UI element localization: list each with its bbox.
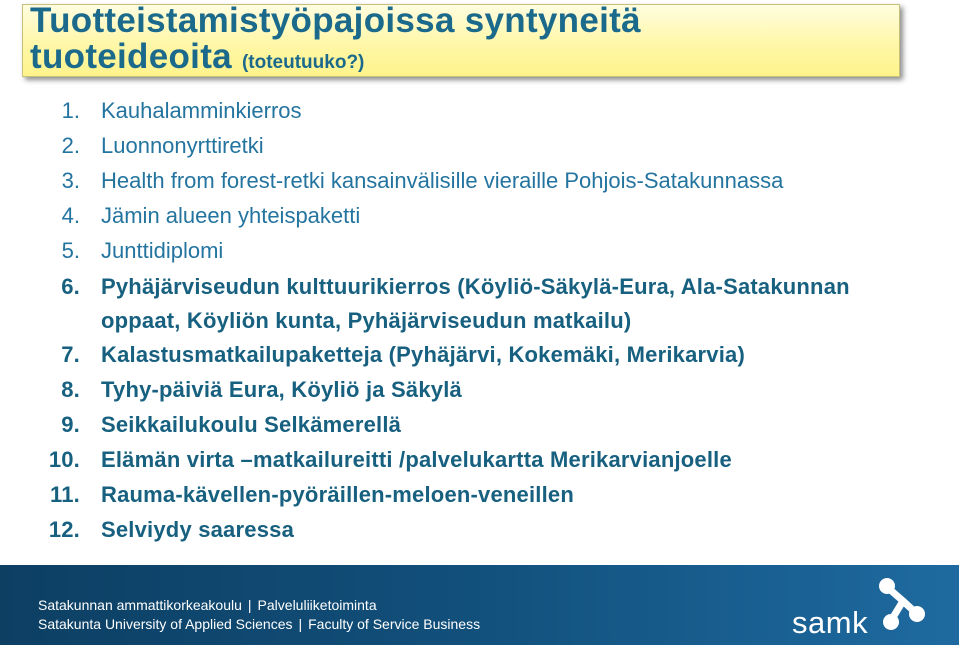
list-text: Health from forest-retki kansainvälisille vieraille Pohjois-Satakunnassa [101, 168, 784, 193]
slide-title [30, 3, 641, 81]
list-text: oppaat, Köyliön kunta, Pyhäjärviseudun matkailu) [101, 308, 632, 333]
list-text: Junttidiplomi [101, 238, 224, 263]
list-text: Kauhalamminkierros [101, 98, 302, 123]
university-name-en: Satakunta University of Applied Sciences [38, 616, 293, 632]
list-number: 9. [61, 412, 80, 437]
title-line-2-suffix: (toteutuuko?) [241, 52, 365, 73]
list-text: Elämän virta –matkailureitti /palvelukartta Merikarvianjoelle [101, 447, 732, 472]
samk-logo-icon [870, 577, 930, 633]
list-number: 12. [48, 517, 80, 542]
list-text: Pyhäjärviseudun kulttuurikierros (Köyliö-Säkylä-Eura, Ala-Satakunnan [101, 274, 850, 299]
list-number: 8. [61, 377, 80, 402]
list-number: 10. [48, 447, 80, 472]
list-text: Seikkailukoulu Selkämerellä [101, 412, 402, 437]
faculty-name-fi: Palveluliiketoiminta [257, 597, 377, 613]
footer-bar [0, 565, 959, 645]
university-name-fi: Satakunnan ammattikorkeakoulu [38, 597, 242, 613]
footer-separator: | [298, 616, 303, 632]
footer-line-english [38, 616, 480, 632]
samk-logo-text: samk [792, 605, 869, 640]
title-line-1: Tuotteistamistyöpajoissa syntyneitä [30, 1, 641, 40]
list-number: 7. [61, 342, 80, 367]
list-number: 1. [61, 98, 80, 123]
list-text: Selviydy saaressa [101, 517, 294, 542]
list-text: Kalastusmatkailupaketteja (Pyhäjärvi, Kokemäki, Merikarvia) [101, 342, 745, 367]
list-number: 5. [61, 238, 80, 263]
title-line-2 [30, 39, 641, 81]
footer-line-finnish [38, 597, 377, 613]
title-line-2-main: tuoteideoita [30, 37, 232, 76]
faculty-name-en: Faculty of Service Business [308, 616, 481, 632]
footer-separator: | [247, 597, 252, 613]
list-number: 2. [61, 133, 80, 158]
list-text: Tyhy-päiviä Eura, Köyliö ja Säkylä [101, 377, 462, 402]
list-number: 3. [61, 168, 80, 193]
list-number: 6. [61, 274, 80, 299]
list-number: 11. [50, 482, 80, 507]
list-text: Jämin alueen yhteispaketti [101, 203, 361, 228]
list-text: Luonnonyrttiretki [101, 133, 264, 158]
list-text: Rauma-kävellen-pyöräillen-meloen-veneillen [101, 482, 574, 507]
list-number: 4. [61, 203, 80, 228]
